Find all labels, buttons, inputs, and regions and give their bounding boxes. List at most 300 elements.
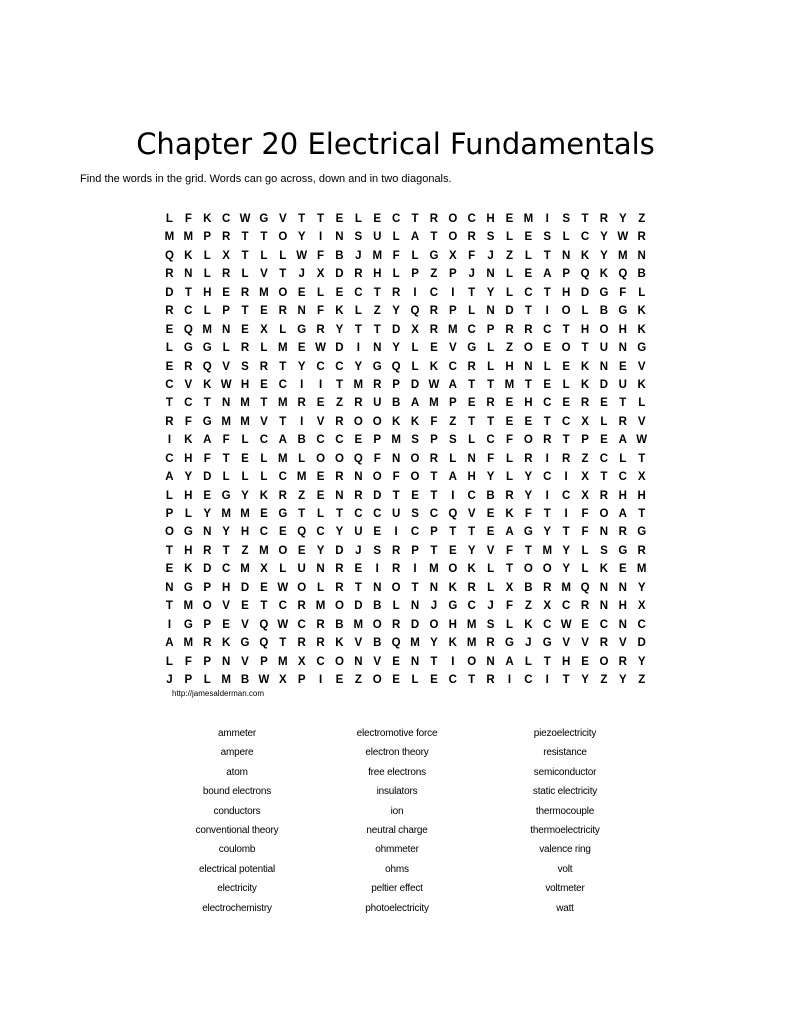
grid-letter: R	[335, 581, 344, 594]
grid-letter: Z	[354, 673, 362, 686]
word-list-item: ampere	[220, 747, 254, 759]
grid-letter: L	[260, 249, 268, 262]
grid-letter: C	[543, 471, 552, 484]
grid-letter: L	[260, 471, 268, 484]
grid-letter: G	[542, 637, 552, 650]
grid-letter: D	[203, 471, 212, 484]
grid-letter: I	[564, 508, 568, 520]
grid-letter: Q	[259, 618, 269, 631]
grid-letter: O	[410, 452, 420, 465]
grid-letter: C	[259, 434, 269, 447]
grid-letter: F	[317, 249, 325, 262]
grid-letter: G	[372, 360, 382, 373]
grid-letter: F	[430, 415, 438, 428]
grid-letter: P	[203, 231, 212, 244]
grid-letter: H	[637, 489, 646, 502]
grid-letter: C	[524, 673, 533, 686]
grid-letter: H	[221, 581, 231, 594]
grid-letter: N	[599, 600, 609, 613]
grid-letter: O	[448, 213, 458, 225]
grid-letter: F	[222, 434, 230, 447]
grid-letter: R	[165, 268, 174, 281]
grid-letter: L	[505, 452, 513, 465]
grid-letter: D	[599, 378, 609, 391]
grid-letter: T	[562, 434, 570, 447]
grid-letter: Q	[202, 360, 212, 373]
grid-letter: H	[486, 213, 495, 225]
grid-letter: N	[618, 342, 627, 355]
grid-letter: P	[203, 581, 212, 594]
instructions: Find the words in the grid. Words can go across, down and in two diagonals.	[80, 173, 452, 185]
grid-letter: N	[221, 397, 231, 410]
grid-letter: M	[636, 563, 647, 576]
grid-letter: K	[637, 378, 646, 391]
grid-letter: F	[505, 600, 513, 613]
grid-letter: E	[165, 360, 174, 373]
grid-letter: M	[315, 600, 326, 613]
grid-letter: I	[356, 342, 360, 355]
grid-letter: M	[277, 397, 288, 410]
grid-letter: M	[240, 508, 250, 520]
grid-letter: N	[637, 249, 646, 262]
grid-letter: T	[543, 508, 551, 520]
grid-letter: T	[543, 415, 551, 428]
grid-letter: L	[203, 673, 211, 686]
grid-letter: Y	[335, 526, 344, 539]
grid-letter: R	[297, 397, 306, 410]
grid-letter: X	[222, 249, 230, 262]
grid-letter: P	[581, 434, 589, 447]
grid-letter: R	[165, 305, 174, 318]
grid-letter: B	[524, 581, 533, 594]
grid-letter: L	[317, 286, 325, 299]
grid-letter: Z	[449, 415, 457, 428]
grid-letter: E	[562, 397, 570, 410]
grid-letter: C	[429, 286, 439, 299]
grid-letter: J	[487, 600, 494, 613]
grid-letter: A	[278, 434, 287, 447]
grid-letter: C	[221, 213, 231, 225]
grid-letter: F	[317, 305, 325, 318]
grid-letter: M	[277, 342, 288, 355]
grid-letter: L	[411, 360, 419, 373]
grid-letter: C	[580, 231, 590, 244]
grid-letter: I	[545, 673, 549, 686]
grid-letter: T	[241, 249, 249, 262]
grid-letter: F	[524, 508, 532, 520]
word-list-item: static electricity	[532, 786, 598, 798]
grid-letter: M	[561, 581, 571, 594]
grid-letter: B	[335, 618, 344, 631]
grid-letter: E	[392, 655, 400, 668]
grid-letter: D	[391, 323, 401, 336]
grid-letter: A	[410, 231, 420, 244]
grid-letter: T	[430, 231, 438, 244]
word-list-item: resistance	[543, 747, 587, 759]
grid-letter: L	[581, 544, 589, 557]
grid-letter: H	[184, 544, 193, 557]
grid-letter: N	[373, 581, 382, 594]
grid-letter: O	[334, 655, 344, 668]
grid-letter: Y	[562, 563, 570, 576]
word-list-item: electron theory	[365, 747, 429, 759]
grid-letter: D	[373, 489, 382, 502]
grid-letter: R	[543, 434, 552, 447]
grid-letter: W	[617, 231, 629, 244]
grid-letter: L	[260, 342, 268, 355]
grid-letter: X	[448, 249, 457, 262]
grid-letter: U	[297, 563, 306, 576]
grid-letter: M	[164, 231, 175, 244]
grid-letter: H	[203, 286, 212, 299]
grid-letter: O	[353, 415, 363, 428]
grid-letter: R	[429, 213, 439, 225]
grid-letter: T	[260, 600, 268, 613]
word-list-item: electrochemistry	[202, 902, 272, 914]
grid-letter: M	[259, 544, 269, 557]
grid-letter: O	[334, 600, 344, 613]
grid-letter: Y	[241, 489, 249, 502]
grid-letter: A	[448, 471, 457, 484]
grid-letter: N	[599, 360, 609, 373]
grid-letter: R	[316, 637, 325, 650]
grid-letter: T	[543, 249, 551, 262]
grid-letter: Z	[524, 600, 532, 613]
grid-letter: E	[618, 563, 627, 576]
grid-letter: E	[373, 526, 382, 539]
grid-letter: E	[297, 342, 306, 355]
grid-letter: A	[618, 508, 627, 520]
grid-letter: P	[222, 305, 230, 318]
grid-letter: Q	[259, 637, 269, 650]
grid-letter: N	[165, 581, 174, 594]
grid-letter: H	[505, 360, 514, 373]
grid-letter: T	[543, 286, 551, 299]
grid-letter: E	[297, 286, 306, 299]
grid-letter: E	[316, 397, 325, 410]
grid-letter: E	[600, 434, 608, 447]
grid-letter: N	[429, 581, 439, 594]
grid-letter: G	[202, 415, 212, 428]
grid-letter: N	[618, 581, 627, 594]
grid-letter: G	[523, 526, 533, 539]
grid-letter: N	[618, 618, 627, 631]
grid-letter: L	[354, 213, 362, 225]
grid-letter: G	[297, 323, 307, 336]
grid-letter: N	[599, 526, 609, 539]
grid-letter: L	[411, 249, 419, 262]
grid-letter: D	[203, 563, 212, 576]
grid-letter: O	[429, 618, 439, 631]
grid-letter: T	[279, 268, 287, 281]
grid-letter: E	[448, 544, 457, 557]
grid-letter: G	[448, 600, 458, 613]
grid-letter: Q	[391, 637, 401, 650]
grid-letter: L	[279, 323, 287, 336]
grid-letter: R	[391, 618, 401, 631]
grid-letter: J	[525, 637, 532, 650]
grid-letter: P	[411, 544, 419, 557]
grid-letter: L	[298, 452, 306, 465]
grid-letter: P	[184, 673, 193, 686]
grid-letter: K	[448, 637, 457, 650]
grid-letter: C	[486, 434, 495, 447]
grid-letter: G	[183, 526, 193, 539]
grid-letter: K	[410, 415, 420, 428]
page-title: Chapter 20 Electrical Fundamentals	[136, 127, 655, 162]
grid-letter: N	[221, 323, 231, 336]
grid-letter: Y	[430, 637, 438, 650]
grid-letter: G	[637, 342, 647, 355]
source-url: http://jamesalderman.com	[172, 689, 265, 698]
grid-letter: E	[467, 397, 476, 410]
grid-letter: B	[240, 673, 250, 686]
grid-letter: L	[524, 655, 532, 668]
grid-letter: T	[373, 286, 381, 299]
grid-letter: V	[618, 637, 627, 650]
grid-letter: C	[543, 323, 552, 336]
grid-letter: L	[411, 342, 419, 355]
grid-letter: M	[240, 415, 250, 428]
grid-letter: T	[411, 213, 419, 225]
grid-letter: E	[278, 526, 287, 539]
grid-letter: C	[467, 489, 476, 502]
grid-letter: K	[203, 378, 212, 391]
grid-letter: D	[240, 581, 250, 594]
grid-letter: I	[318, 231, 323, 244]
grid-letter: I	[413, 563, 417, 576]
grid-letter: R	[429, 452, 439, 465]
grid-letter: N	[354, 655, 363, 668]
grid-letter: Z	[638, 213, 646, 225]
grid-letter: O	[278, 231, 288, 244]
grid-letter: R	[203, 637, 212, 650]
grid-letter: N	[391, 452, 401, 465]
grid-letter: R	[599, 213, 609, 225]
grid-letter: Y	[486, 471, 495, 484]
grid-letter: M	[618, 249, 628, 262]
grid-letter: C	[543, 397, 552, 410]
grid-letter: C	[316, 360, 325, 373]
grid-letter: Y	[486, 286, 495, 299]
grid-letter: D	[410, 378, 420, 391]
grid-letter: B	[373, 600, 382, 613]
grid-letter: T	[165, 397, 173, 410]
grid-letter: G	[618, 544, 628, 557]
grid-letter: M	[353, 618, 364, 631]
grid-letter: C	[278, 600, 287, 613]
grid-letter: W	[428, 378, 440, 391]
grid-letter: C	[297, 618, 306, 631]
grid-letter: I	[451, 655, 455, 668]
grid-letter: R	[203, 544, 212, 557]
grid-letter: A	[618, 434, 627, 447]
grid-letter: N	[335, 231, 344, 244]
grid-letter: T	[241, 231, 249, 244]
grid-letter: N	[410, 600, 420, 613]
grid-letter: T	[335, 378, 343, 391]
word-list-item: thermocouple	[535, 805, 595, 817]
grid-letter: N	[599, 581, 609, 594]
grid-letter: C	[316, 526, 325, 539]
grid-letter: J	[298, 268, 305, 281]
grid-letter: I	[394, 526, 398, 539]
grid-letter: F	[468, 249, 476, 262]
grid-letter: E	[411, 489, 419, 502]
grid-letter: X	[505, 581, 514, 594]
word-list-item: atom	[226, 766, 248, 778]
grid-letter: S	[562, 213, 570, 225]
grid-letter: M	[202, 323, 213, 336]
grid-letter: W	[296, 249, 308, 262]
grid-letter: T	[619, 397, 627, 410]
grid-letter: K	[467, 563, 476, 576]
grid-letter: V	[241, 655, 249, 668]
grid-letter: S	[448, 434, 457, 447]
grid-letter: I	[545, 489, 549, 502]
grid-letter: Z	[581, 452, 589, 465]
grid-letter: G	[467, 342, 477, 355]
grid-letter: H	[618, 323, 627, 336]
grid-letter: Q	[391, 360, 401, 373]
grid-letter: E	[505, 415, 514, 428]
grid-letter: R	[543, 581, 552, 594]
grid-letter: M	[240, 397, 250, 410]
grid-letter: O	[599, 508, 609, 520]
grid-letter: T	[487, 415, 495, 428]
grid-letter: L	[505, 471, 513, 484]
grid-letter: G	[202, 342, 212, 355]
grid-letter: L	[241, 434, 249, 447]
grid-letter: L	[638, 397, 646, 410]
grid-letter: T	[562, 526, 570, 539]
grid-letter: M	[372, 249, 383, 262]
grid-letter: R	[580, 397, 590, 410]
grid-letter: K	[429, 360, 439, 373]
grid-letter: E	[297, 544, 306, 557]
grid-letter: M	[183, 231, 194, 244]
grid-letter: Z	[505, 342, 513, 355]
grid-letter: L	[505, 268, 513, 281]
grid-letter: F	[487, 452, 495, 465]
grid-letter: T	[184, 286, 192, 299]
word-list-item: coulomb	[218, 844, 256, 856]
grid-letter: T	[505, 563, 513, 576]
grid-letter: T	[468, 673, 476, 686]
word-list-item: peltier effect	[371, 883, 423, 895]
grid-letter: Q	[183, 323, 193, 336]
grid-letter: H	[580, 323, 590, 336]
word-list-item: electrical potential	[198, 863, 276, 875]
grid-letter: C	[391, 213, 401, 225]
word-list	[0, 724, 791, 924]
grid-letter: R	[618, 655, 627, 668]
grid-letter: M	[542, 544, 553, 557]
grid-letter: F	[203, 452, 211, 465]
grid-letter: L	[638, 286, 646, 299]
grid-letter: E	[505, 397, 514, 410]
grid-letter: C	[221, 563, 231, 576]
grid-letter: Y	[184, 471, 193, 484]
grid-letter: L	[392, 268, 400, 281]
grid-letter: R	[486, 637, 495, 650]
grid-letter: X	[581, 489, 589, 502]
grid-letter: O	[316, 452, 326, 465]
grid-letter: I	[167, 434, 172, 447]
grid-letter: E	[260, 378, 268, 391]
grid-letter: L	[392, 600, 400, 613]
word-list-item: thermoelectricity	[530, 824, 600, 836]
grid-letter: C	[259, 526, 269, 539]
grid-letter: O	[278, 286, 288, 299]
grid-letter: C	[561, 600, 571, 613]
grid-letter: W	[220, 378, 232, 391]
grid-letter: R	[505, 323, 514, 336]
grid-letter: N	[524, 360, 533, 373]
grid-letter: T	[468, 415, 476, 428]
grid-letter: F	[184, 655, 192, 668]
grid-letter: V	[467, 508, 476, 520]
grid-letter: M	[429, 397, 439, 410]
grid-letter: C	[429, 508, 439, 520]
grid-letter: R	[184, 360, 193, 373]
grid-letter: L	[487, 563, 495, 576]
grid-letter: C	[278, 378, 287, 391]
grid-letter: K	[203, 213, 212, 225]
grid-letter: M	[410, 637, 420, 650]
grid-letter: Q	[580, 581, 590, 594]
grid-letter: T	[411, 581, 419, 594]
grid-letter: R	[391, 286, 401, 299]
grid-letter: I	[318, 673, 323, 686]
grid-letter: K	[184, 249, 193, 262]
word-list-item: bound electrons	[202, 786, 272, 798]
grid-letter: L	[487, 342, 495, 355]
grid-letter: E	[486, 508, 495, 520]
word-list-item: insulators	[376, 786, 418, 798]
grid-letter: R	[354, 397, 363, 410]
grid-letter: Q	[353, 452, 363, 465]
grid-letter: T	[260, 231, 268, 244]
grid-letter: K	[580, 378, 590, 391]
grid-letter: F	[505, 544, 513, 557]
grid-letter: M	[466, 618, 477, 631]
grid-letter: L	[562, 378, 570, 391]
grid-letter: L	[581, 563, 589, 576]
grid-letter: E	[241, 452, 249, 465]
grid-letter: U	[391, 508, 401, 520]
grid-letter: L	[468, 305, 476, 318]
grid-letter: H	[240, 526, 250, 539]
grid-letter: K	[599, 268, 609, 281]
grid-letter: T	[298, 213, 306, 225]
grid-letter: P	[260, 655, 268, 668]
grid-letter: K	[184, 563, 193, 576]
grid-letter: Z	[600, 673, 608, 686]
grid-letter: K	[580, 360, 590, 373]
grid-letter: C	[467, 600, 476, 613]
grid-letter: V	[241, 618, 249, 631]
grid-letter: O	[599, 323, 609, 336]
grid-letter: E	[260, 508, 268, 520]
grid-letter: V	[260, 268, 268, 281]
grid-letter: C	[448, 360, 457, 373]
grid-letter: C	[165, 378, 174, 391]
grid-letter: G	[240, 637, 250, 650]
grid-letter: X	[637, 471, 646, 484]
grid-letter: E	[222, 286, 230, 299]
word-list-item: ohms	[385, 863, 409, 875]
